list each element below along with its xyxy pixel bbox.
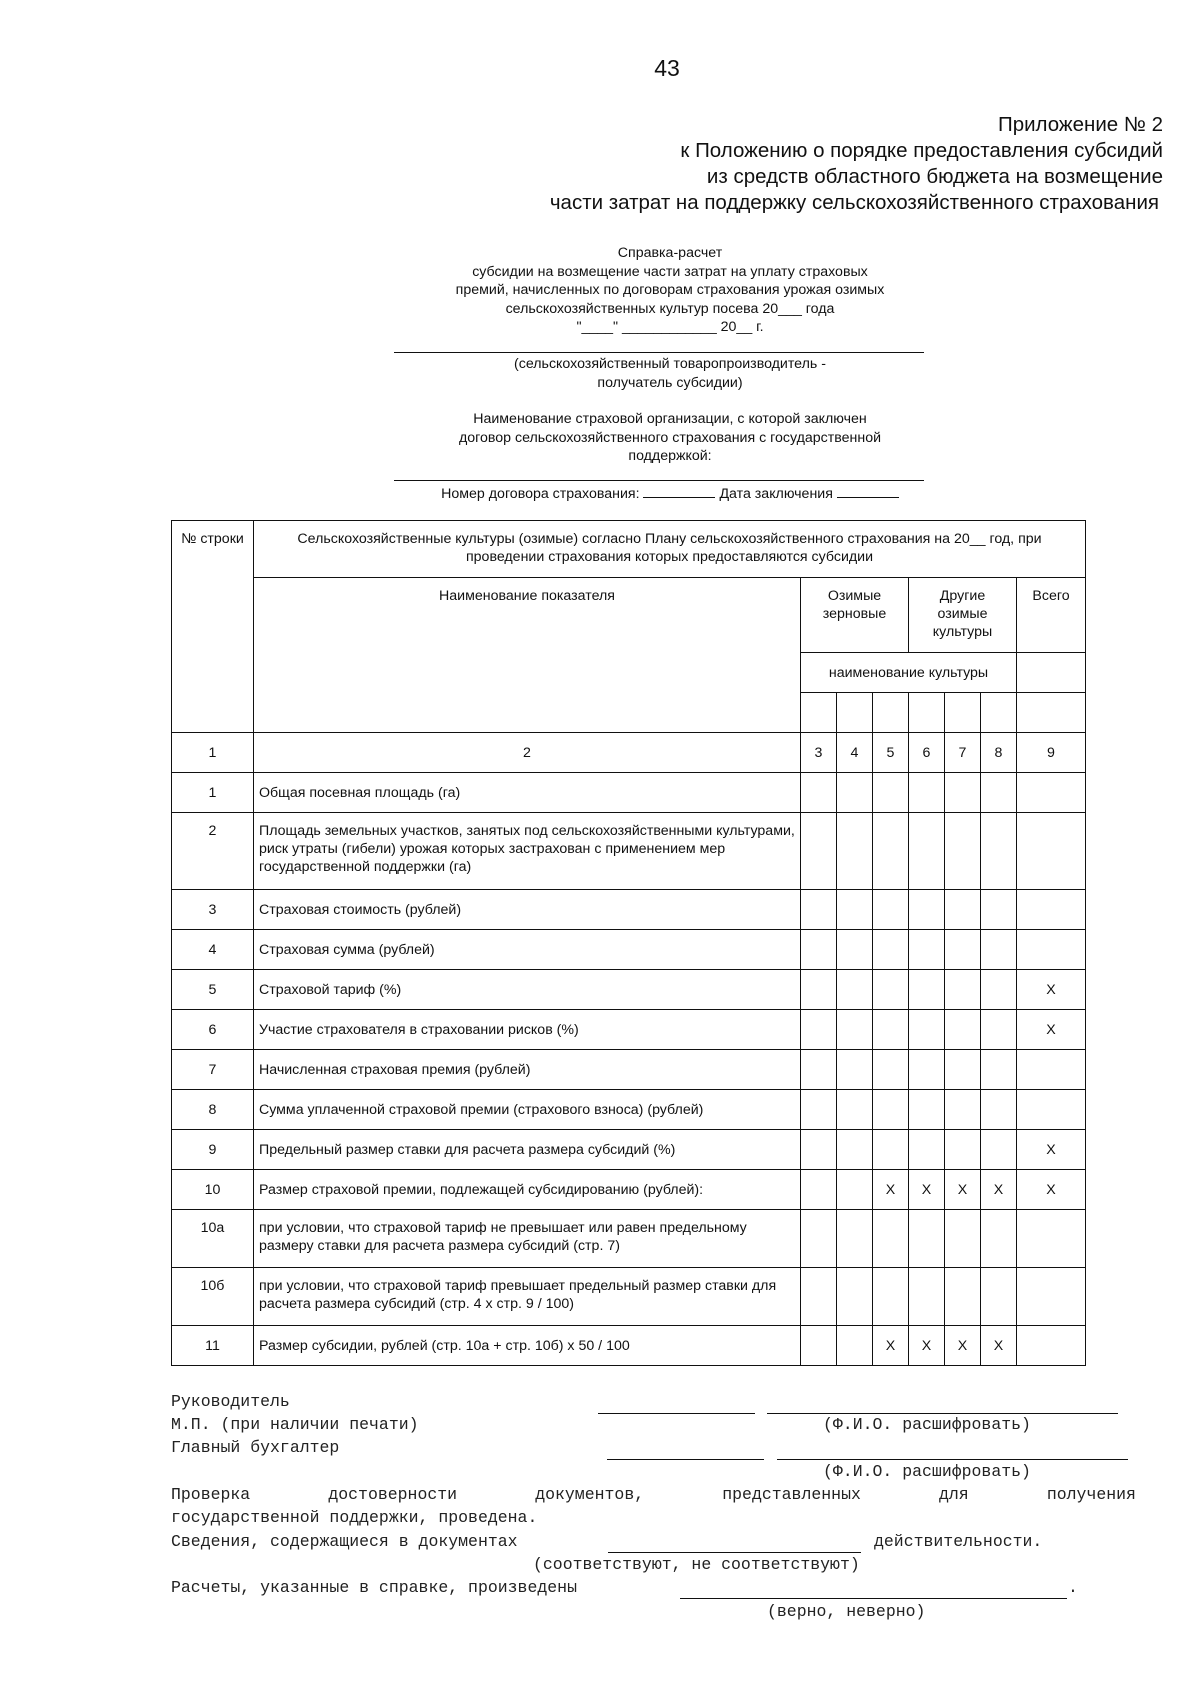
value-cell[interactable] bbox=[945, 773, 981, 813]
value-cell[interactable] bbox=[945, 1090, 981, 1130]
value-cell[interactable] bbox=[981, 1010, 1017, 1050]
verification-word: Проверка bbox=[171, 1485, 251, 1504]
recipient-caption-line-1: (сельскохозяйственный товаропроизводитель - bbox=[514, 356, 826, 372]
certificate-line-2: премий, начисленных по договорам страхования урожая озимых bbox=[455, 282, 885, 298]
table-row bbox=[172, 1050, 1086, 1090]
row-number: 10 bbox=[172, 1170, 254, 1210]
verification-word: документов, bbox=[535, 1485, 645, 1504]
appendix-line-3: из средств областного бюджета на возмещение bbox=[706, 165, 1163, 188]
recipient-caption bbox=[370, 355, 970, 392]
indicator-name: Размер страховой премии, подлежащей субсидированию (рублей): bbox=[254, 1170, 801, 1210]
column-number: 6 bbox=[909, 733, 945, 773]
value-cell[interactable] bbox=[1017, 1268, 1086, 1326]
documents-suffix: действительности. bbox=[874, 1532, 1043, 1551]
value-cell[interactable] bbox=[801, 773, 837, 813]
value-cell[interactable] bbox=[1017, 930, 1086, 970]
recipient-caption-line-2: получатель субсидии) bbox=[597, 374, 743, 391]
verification-word: для bbox=[939, 1485, 969, 1504]
value-cell[interactable] bbox=[801, 1210, 837, 1268]
column-numbers-row bbox=[172, 733, 1086, 773]
row-number: 3 bbox=[172, 890, 254, 930]
indicator-name: Участие страхователя в страховании рисков (%) bbox=[254, 1010, 801, 1050]
insurer-line-1: Наименование страховой организации, с которой заключен bbox=[473, 411, 867, 427]
contract-number-field[interactable] bbox=[643, 483, 715, 498]
value-cell[interactable] bbox=[837, 1050, 873, 1090]
table-row bbox=[172, 1326, 1086, 1366]
value-cell[interactable] bbox=[945, 1130, 981, 1170]
value-cell[interactable] bbox=[837, 1326, 873, 1366]
column-number: 9 bbox=[1017, 733, 1086, 773]
value-cell[interactable] bbox=[909, 970, 945, 1010]
header-winter-grain: Озимые зерновые bbox=[801, 578, 909, 653]
seal-label: М.П. (при наличии печати) bbox=[171, 1415, 419, 1434]
indicator-name: Страховая стоимость (рублей) bbox=[254, 890, 801, 930]
value-cell: X bbox=[1017, 1170, 1086, 1210]
table-row bbox=[172, 1170, 1086, 1210]
calculations-suffix: . bbox=[1068, 1578, 1078, 1597]
certificate-title-block bbox=[370, 244, 970, 337]
contract-date-label: Дата заключения bbox=[719, 486, 833, 502]
value-cell[interactable] bbox=[945, 1268, 981, 1326]
verification-word: получения bbox=[1046, 1485, 1136, 1504]
value-cell: X bbox=[909, 1326, 945, 1366]
head-fio-caption: (Ф.И.О. расшифровать) bbox=[823, 1415, 1031, 1434]
value-cell[interactable] bbox=[873, 813, 909, 890]
value-cell[interactable] bbox=[909, 1090, 945, 1130]
value-cell[interactable] bbox=[837, 1010, 873, 1050]
column-number: 2 bbox=[254, 733, 801, 773]
value-cell[interactable] bbox=[801, 930, 837, 970]
calculations-fill-line[interactable] bbox=[680, 1598, 1067, 1599]
value-cell[interactable] bbox=[801, 1090, 837, 1130]
value-cell[interactable] bbox=[909, 930, 945, 970]
value-cell[interactable] bbox=[873, 1090, 909, 1130]
value-cell[interactable] bbox=[873, 890, 909, 930]
table-row bbox=[172, 813, 1086, 890]
documents-prefix: Сведения, содержащиеся в документах bbox=[171, 1532, 518, 1551]
row-number: 6 bbox=[172, 1010, 254, 1050]
value-cell[interactable] bbox=[837, 930, 873, 970]
row-number: 2 bbox=[172, 813, 254, 890]
header-row-number: № строки bbox=[172, 521, 254, 733]
value-cell[interactable] bbox=[981, 1268, 1017, 1326]
value-cell[interactable] bbox=[981, 930, 1017, 970]
value-cell[interactable] bbox=[909, 1130, 945, 1170]
table-row bbox=[172, 930, 1086, 970]
row-number: 10б bbox=[172, 1268, 254, 1326]
certificate-line-1: субсидии на возмещение части затрат на уплату страховых bbox=[472, 263, 868, 280]
appendix-line-1: Приложение № 2 bbox=[997, 113, 1163, 136]
crop-name-cell-total[interactable] bbox=[1017, 693, 1086, 733]
column-number: 5 bbox=[873, 733, 909, 773]
header-crops: Сельскохозяйственные культуры (озимые) согласно Плану сельскохозяйственного страхования на 20__ год, при проведении страхования которых предоставляются субсидии bbox=[254, 521, 1086, 578]
crop-name-cell-1[interactable] bbox=[801, 693, 837, 733]
value-cell[interactable] bbox=[909, 773, 945, 813]
value-cell[interactable] bbox=[873, 930, 909, 970]
value-cell[interactable] bbox=[801, 813, 837, 890]
table-row bbox=[172, 1268, 1086, 1326]
column-number: 4 bbox=[837, 733, 873, 773]
value-cell[interactable] bbox=[945, 1050, 981, 1090]
indicator-name: Начисленная страховая премия (рублей) bbox=[254, 1050, 801, 1090]
row-number: 8 bbox=[172, 1090, 254, 1130]
accountant-signature-line[interactable] bbox=[607, 1459, 764, 1460]
insurer-line-2: договор сельскохозяйственного страхования с государственной bbox=[458, 429, 882, 446]
value-cell: X bbox=[909, 1170, 945, 1210]
header-crop-name: наименование культуры bbox=[801, 653, 1017, 693]
calculations-caption: (верно, неверно) bbox=[767, 1602, 926, 1621]
value-cell[interactable] bbox=[801, 1268, 837, 1326]
indicator-name: Площадь земельных участков, занятых под сельскохозяйственными культурами, риск утраты (гибели) урожая которых застрахован с применением мер государственной поддержки (га) bbox=[254, 813, 801, 890]
value-cell[interactable] bbox=[837, 1268, 873, 1326]
header-indicator: Наименование показателя bbox=[254, 578, 801, 733]
crop-name-cell-4[interactable] bbox=[909, 693, 945, 733]
value-cell[interactable] bbox=[873, 1010, 909, 1050]
value-cell[interactable] bbox=[1017, 1090, 1086, 1130]
value-cell[interactable] bbox=[873, 1268, 909, 1326]
crop-name-cell-5[interactable] bbox=[945, 693, 981, 733]
calculations-prefix: Расчеты, указанные в справке, произведены bbox=[171, 1578, 577, 1597]
value-cell[interactable] bbox=[801, 1326, 837, 1366]
value-cell[interactable] bbox=[873, 970, 909, 1010]
value-cell[interactable] bbox=[801, 1130, 837, 1170]
header-total: Всего bbox=[1017, 578, 1086, 653]
header-other-winter-crops: Другие озимые культуры bbox=[909, 578, 1017, 653]
verification-word: представленных bbox=[722, 1485, 861, 1504]
indicator-name: Страховой тариф (%) bbox=[254, 970, 801, 1010]
contract-line bbox=[370, 483, 970, 504]
accountant-name-line[interactable] bbox=[777, 1459, 1128, 1460]
column-number: 7 bbox=[945, 733, 981, 773]
subsidy-table bbox=[171, 520, 1086, 1366]
head-name-line[interactable] bbox=[767, 1413, 1118, 1414]
value-cell: X bbox=[981, 1170, 1017, 1210]
value-cell: X bbox=[1017, 970, 1086, 1010]
row-number: 4 bbox=[172, 930, 254, 970]
value-cell[interactable] bbox=[1017, 813, 1086, 890]
value-cell[interactable] bbox=[801, 970, 837, 1010]
value-cell[interactable] bbox=[873, 773, 909, 813]
value-cell: X bbox=[1017, 1130, 1086, 1170]
value-cell[interactable] bbox=[945, 890, 981, 930]
column-number: 3 bbox=[801, 733, 837, 773]
verification-line-2: государственной поддержки, проведена. bbox=[171, 1508, 538, 1527]
value-cell: X bbox=[981, 1326, 1017, 1366]
value-cell: X bbox=[945, 1170, 981, 1210]
value-cell[interactable] bbox=[909, 890, 945, 930]
accountant-fio-caption: (Ф.И.О. расшифровать) bbox=[823, 1462, 1031, 1481]
indicator-name: при условии, что страховой тариф превышает предельный размер ставки для расчета размера субсидий (стр. 4 x стр. 9 / 100) bbox=[254, 1268, 801, 1326]
value-cell[interactable] bbox=[873, 1050, 909, 1090]
indicator-name: Страховая сумма (рублей) bbox=[254, 930, 801, 970]
value-cell[interactable] bbox=[945, 970, 981, 1010]
table-row bbox=[172, 1210, 1086, 1268]
value-cell[interactable] bbox=[801, 1050, 837, 1090]
table-row bbox=[172, 773, 1086, 813]
row-number: 11 bbox=[172, 1326, 254, 1366]
documents-caption: (соответствуют, не соответствуют) bbox=[533, 1555, 860, 1574]
contract-date-field[interactable] bbox=[837, 483, 899, 498]
crop-name-cell-2[interactable] bbox=[837, 693, 873, 733]
table-row bbox=[172, 970, 1086, 1010]
crop-name-cell-6[interactable] bbox=[981, 693, 1017, 733]
indicator-name: Общая посевная площадь (га) bbox=[254, 773, 801, 813]
verification-line-1 bbox=[171, 1485, 1136, 1504]
value-cell[interactable] bbox=[837, 970, 873, 1010]
indicator-name: Сумма уплаченной страховой премии (страхового взноса) (рублей) bbox=[254, 1090, 801, 1130]
indicator-name: при условии, что страховой тариф не превышает или равен предельному размеру ставки для расчета размера субсидий (стр. 7) bbox=[254, 1210, 801, 1268]
value-cell[interactable] bbox=[981, 970, 1017, 1010]
certificate-title: Справка-расчет bbox=[617, 245, 723, 261]
table-row bbox=[172, 890, 1086, 930]
value-cell[interactable] bbox=[945, 930, 981, 970]
row-number: 9 bbox=[172, 1130, 254, 1170]
table-row bbox=[172, 1090, 1086, 1130]
value-cell[interactable] bbox=[801, 1010, 837, 1050]
appendix-line-2: к Положению о порядке предоставления субсидий bbox=[680, 139, 1163, 162]
value-cell[interactable] bbox=[909, 813, 945, 890]
page-number: 43 bbox=[654, 55, 680, 81]
verification-word: достоверности bbox=[328, 1485, 458, 1504]
documents-fill-line[interactable] bbox=[608, 1552, 861, 1553]
value-cell: X bbox=[1017, 1010, 1086, 1050]
value-cell[interactable] bbox=[945, 1010, 981, 1050]
value-cell[interactable] bbox=[909, 1268, 945, 1326]
insurer-line-3: поддержкой: bbox=[628, 448, 712, 464]
value-cell[interactable] bbox=[837, 1170, 873, 1210]
row-number: 10а bbox=[172, 1210, 254, 1268]
value-cell[interactable] bbox=[981, 1210, 1017, 1268]
value-cell[interactable] bbox=[837, 1130, 873, 1170]
value-cell[interactable] bbox=[981, 773, 1017, 813]
value-cell[interactable] bbox=[801, 1170, 837, 1210]
appendix-header bbox=[400, 112, 1163, 216]
value-cell: X bbox=[873, 1326, 909, 1366]
value-cell[interactable] bbox=[801, 890, 837, 930]
certificate-line-3: сельскохозяйственных культур посева 20___ года bbox=[505, 300, 835, 317]
value-cell[interactable] bbox=[945, 1210, 981, 1268]
value-cell: X bbox=[873, 1170, 909, 1210]
appendix-line-4: части затрат на поддержку сельскохозяйственного страхования bbox=[549, 191, 1159, 214]
table-header-row-2 bbox=[172, 578, 1086, 653]
value-cell[interactable] bbox=[1017, 890, 1086, 930]
value-cell[interactable] bbox=[945, 813, 981, 890]
value-cell[interactable] bbox=[981, 890, 1017, 930]
value-cell[interactable] bbox=[837, 890, 873, 930]
certificate-date-line: "____" ____________ 20__ г. bbox=[576, 319, 764, 335]
head-signature-line[interactable] bbox=[598, 1413, 755, 1414]
recipient-fill-line[interactable] bbox=[394, 352, 924, 353]
crop-name-cell-3[interactable] bbox=[873, 693, 909, 733]
table-header-row-1 bbox=[172, 521, 1086, 578]
value-cell[interactable] bbox=[873, 1210, 909, 1268]
insurer-fill-line[interactable] bbox=[394, 480, 924, 481]
value-cell[interactable] bbox=[1017, 1210, 1086, 1268]
head-label: Руководитель bbox=[171, 1392, 290, 1411]
indicator-name: Предельный размер ставки для расчета размера субсидий (%) bbox=[254, 1130, 801, 1170]
value-cell[interactable] bbox=[1017, 773, 1086, 813]
value-cell[interactable] bbox=[981, 813, 1017, 890]
value-cell[interactable] bbox=[981, 1090, 1017, 1130]
insurer-block bbox=[370, 410, 970, 466]
value-cell[interactable] bbox=[837, 1090, 873, 1130]
value-cell[interactable] bbox=[909, 1210, 945, 1268]
value-cell[interactable] bbox=[1017, 1326, 1086, 1366]
row-number: 5 bbox=[172, 970, 254, 1010]
value-cell[interactable] bbox=[981, 1130, 1017, 1170]
value-cell[interactable] bbox=[873, 1130, 909, 1170]
chief-accountant-label: Главный бухгалтер bbox=[171, 1438, 340, 1457]
contract-number-label: Номер договора страхования: bbox=[441, 486, 640, 502]
value-cell[interactable] bbox=[1017, 1050, 1086, 1090]
table-row bbox=[172, 1130, 1086, 1170]
value-cell[interactable] bbox=[837, 813, 873, 890]
value-cell[interactable] bbox=[837, 773, 873, 813]
column-number: 1 bbox=[172, 733, 254, 773]
value-cell[interactable] bbox=[909, 1050, 945, 1090]
header-total-blank bbox=[1017, 653, 1086, 693]
value-cell: X bbox=[945, 1326, 981, 1366]
value-cell[interactable] bbox=[837, 1210, 873, 1268]
value-cell[interactable] bbox=[909, 1010, 945, 1050]
column-number: 8 bbox=[981, 733, 1017, 773]
table-row bbox=[172, 1010, 1086, 1050]
indicator-name: Размер субсидии, рублей (стр. 10а + стр. 10б) x 50 / 100 bbox=[254, 1326, 801, 1366]
row-number: 7 bbox=[172, 1050, 254, 1090]
row-number: 1 bbox=[172, 773, 254, 813]
value-cell[interactable] bbox=[981, 1050, 1017, 1090]
